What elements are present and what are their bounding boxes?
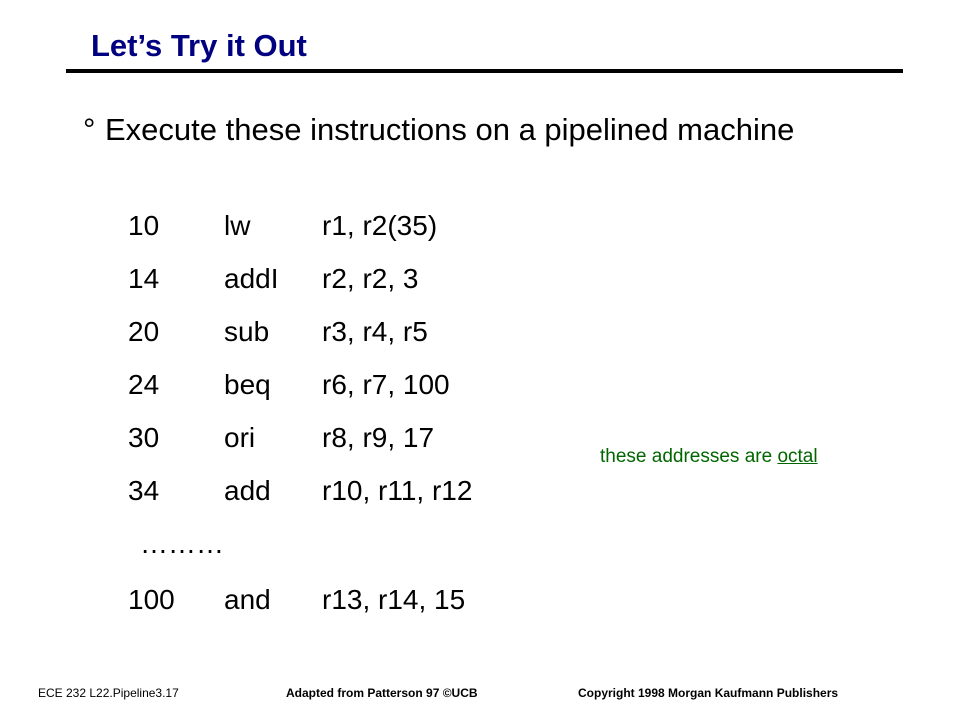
slide-title: Let’s Try it Out bbox=[91, 28, 307, 63]
instruction-opcode: add bbox=[224, 475, 271, 506]
footer-copyright: Copyright 1998 Morgan Kaufmann Publishers bbox=[578, 686, 839, 700]
instruction-opcode: beq bbox=[224, 369, 271, 400]
instruction-operands: r10, r11, r12 bbox=[322, 475, 473, 506]
bullet-item bbox=[83, 112, 794, 148]
instruction-address: 20 bbox=[128, 316, 160, 347]
note-text: these addresses are bbox=[600, 446, 778, 467]
instruction-opcode: lw bbox=[224, 210, 251, 241]
bullet-marker: ° bbox=[83, 112, 96, 147]
instruction-address: 24 bbox=[128, 369, 160, 400]
instruction-opcode: addI bbox=[224, 263, 279, 294]
bullet-text: Execute these instructions on a pipelined machine bbox=[105, 112, 795, 147]
octal-note bbox=[600, 446, 818, 468]
instruction-address: 34 bbox=[128, 475, 160, 506]
instruction-address: 10 bbox=[128, 210, 160, 241]
instruction-address: 30 bbox=[128, 422, 160, 453]
instruction-ellipsis: ……… bbox=[140, 528, 224, 559]
note-emphasis: octal bbox=[777, 446, 818, 467]
instruction-operands: r1, r2(35) bbox=[322, 210, 438, 241]
instruction-operands: r8, r9, 17 bbox=[322, 422, 435, 453]
instruction-address: 14 bbox=[128, 263, 160, 294]
instruction-operands: r3, r4, r5 bbox=[322, 316, 428, 347]
footer-attribution: Adapted from Patterson 97 ©UCB bbox=[286, 686, 478, 700]
instruction-operands: r2, r2, 3 bbox=[322, 263, 419, 294]
instruction-opcode: sub bbox=[224, 316, 270, 347]
instruction-opcode: ori bbox=[224, 422, 256, 453]
title-underline-rule bbox=[66, 69, 903, 73]
footer-slide-id: ECE 232 L22.Pipeline3.17 bbox=[38, 686, 179, 700]
instruction-opcode: and bbox=[224, 584, 271, 615]
instruction-operands: r13, r14, 15 bbox=[322, 584, 466, 615]
instruction-operands: r6, r7, 100 bbox=[322, 369, 450, 400]
instruction-address: 100 bbox=[128, 584, 175, 615]
